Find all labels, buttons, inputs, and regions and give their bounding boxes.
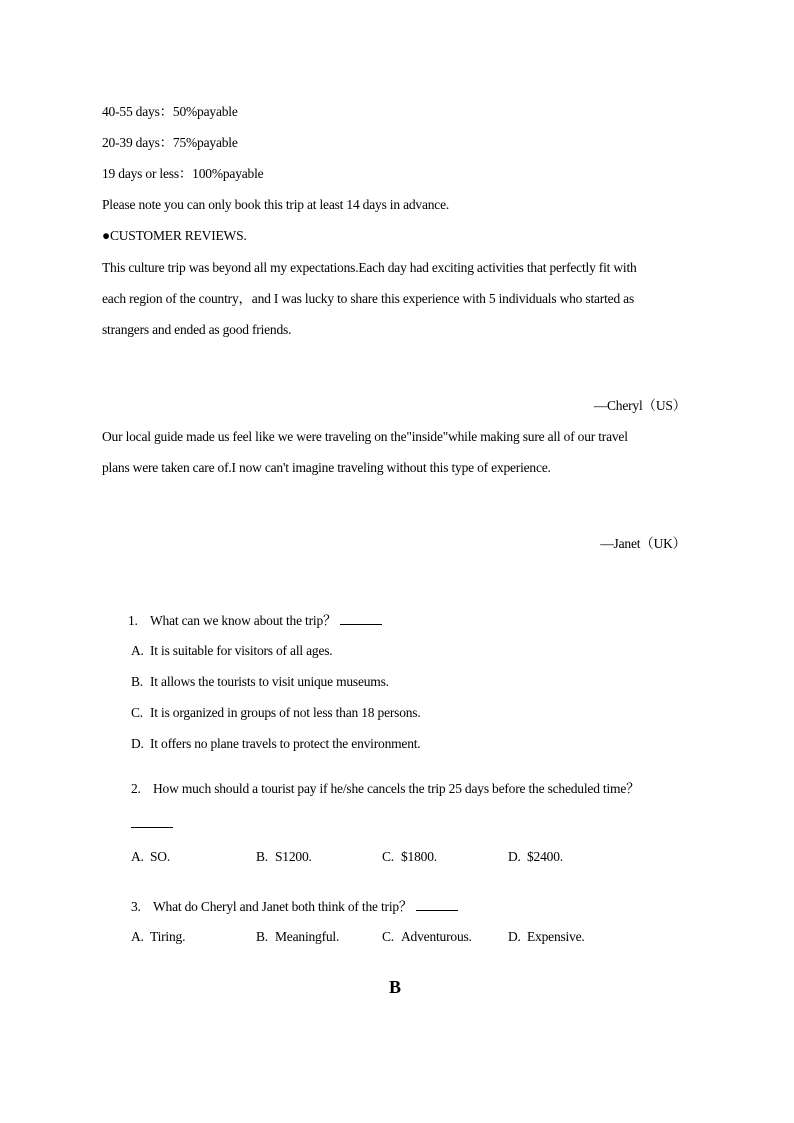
question-text: What can we know about the trip？: [150, 613, 337, 628]
option-text: S1200.: [275, 849, 312, 864]
q2-option-c: [382, 849, 437, 865]
question-1: [128, 612, 382, 629]
review1-line-1: This culture trip was beyond all my expectations.Each day had exciting activities that perfectly fit with: [102, 260, 637, 275]
option-text: $1800.: [401, 849, 437, 864]
question-text: How much should a tourist pay if he/she cancels the trip 25 days before the scheduled time？: [153, 781, 640, 796]
review1-line-2: each region of the country，and I was lucky to share this experience with 5 individuals who started as: [102, 291, 635, 306]
option-letter: A.: [131, 849, 144, 864]
q2-option-d: [508, 849, 563, 865]
review1-line-3: strangers and ended as good friends.: [102, 322, 292, 337]
option-text: Meaningful.: [275, 929, 340, 944]
fee-line-3: 19 days or less：100%payable: [102, 166, 264, 181]
option-text: Tiring.: [150, 929, 186, 944]
option-text: It is organized in groups of not less than 18 persons.: [150, 705, 421, 720]
q3-option-c: [382, 929, 472, 945]
option-text: It offers no plane travels to protect the environment.: [150, 736, 421, 751]
option-letter: C.: [382, 849, 394, 864]
q1-option-d: [131, 736, 421, 752]
option-letter: B.: [256, 929, 268, 944]
q2-option-b: [256, 849, 312, 865]
option-letter: A.: [131, 643, 144, 658]
option-text: $2400.: [527, 849, 563, 864]
option-letter: C.: [382, 929, 394, 944]
option-letter: B.: [256, 849, 268, 864]
answer-blank[interactable]: [340, 612, 382, 625]
option-letter: D.: [508, 929, 521, 944]
answer-blank[interactable]: [416, 898, 458, 911]
reviews-heading: ●CUSTOMER REVIEWS.: [102, 228, 247, 243]
q1-option-c: [131, 705, 421, 721]
question-3: [131, 898, 458, 915]
q3-option-a: [131, 929, 185, 945]
q3-option-d: [508, 929, 585, 945]
option-text: Adventurous.: [401, 929, 472, 944]
option-letter: B.: [131, 674, 143, 689]
option-text: It allows the tourists to visit unique museums.: [150, 674, 389, 689]
question-number: 3.: [131, 899, 141, 914]
option-letter: C.: [131, 705, 143, 720]
section-heading-b: B: [389, 977, 402, 997]
question-text: What do Cheryl and Janet both think of the trip？: [153, 899, 413, 914]
option-letter: A.: [131, 929, 144, 944]
booking-note: Please note you can only book this trip at least 14 days in advance.: [102, 197, 450, 212]
question-number: 2.: [131, 781, 141, 796]
q2-option-a: [131, 849, 170, 865]
q1-option-a: [131, 643, 332, 659]
option-text: Expensive.: [527, 929, 585, 944]
q3-option-b: [256, 929, 339, 945]
answer-blank[interactable]: [131, 826, 173, 828]
question-number: 1.: [128, 613, 138, 628]
option-text: It is suitable for visitors of all ages.: [150, 643, 333, 658]
option-letter: D.: [131, 736, 144, 751]
review1-author: —Cheryl（US）: [593, 398, 686, 413]
fee-line-1: 40-55 days：50%payable: [102, 104, 238, 119]
option-text: SO.: [150, 849, 171, 864]
fee-line-2: 20-39 days：75%payable: [102, 135, 238, 150]
q1-option-b: [131, 674, 389, 690]
review2-author: —Janet（UK）: [600, 536, 686, 551]
question-2: [131, 781, 639, 797]
review2-line-1: Our local guide made us feel like we were traveling on the"inside"while making sure all of our travel: [102, 429, 628, 444]
review2-line-2: plans were taken care of.I now can't imagine traveling without this type of experience.: [102, 460, 551, 475]
option-letter: D.: [508, 849, 521, 864]
